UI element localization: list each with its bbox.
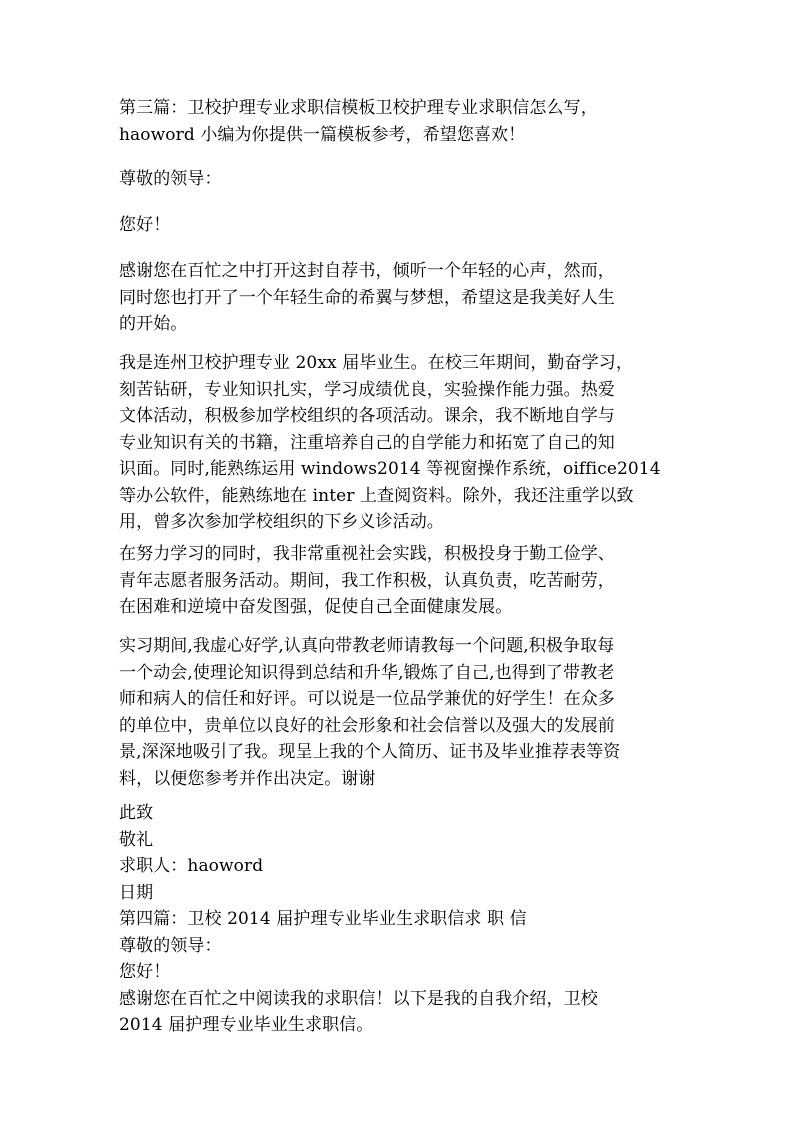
text-line: 在困难和逆境中奋发图强，促使自己全面健康发展。 xyxy=(119,597,513,617)
text-line: haoword 小编为你提供一篇模板参考，希望您喜欢！ xyxy=(119,124,526,145)
text-line: 2014 届护理专业毕业生求职信。 xyxy=(119,1015,374,1035)
text-line: 实习期间,我虚心好学,认真向带教老师请教每一个问题,积极争取每 xyxy=(119,636,615,656)
intro-paragraph xyxy=(119,95,679,148)
text-line: 敬礼 xyxy=(119,829,154,850)
text-line: 感谢您在百忙之中阅读我的求职信！以下是我的自我介绍，卫校 xyxy=(119,988,598,1009)
text-line: 尊敬的领导： xyxy=(119,935,222,956)
text-line: 师和病人的信任和好评。可以说是一位品学兼优的好学生！在众多 xyxy=(119,689,615,709)
text-line: 您好！ xyxy=(119,962,171,982)
text-line: 青年志愿者服务活动。期间，我工作积极，认真负责，吃苦耐劳， xyxy=(119,570,615,591)
text-line: 感谢您在百忙之中打开这封自荐书，倾听一个年轻的心声，然而， xyxy=(119,261,615,281)
text-line: 刻苦钻研，专业知识扎实，学习成绩优良，实验操作能力强。热爱 xyxy=(119,379,615,400)
text-line: 景,深深地吸引了我。现呈上我的个人简历、证书及毕业推荐表等资 xyxy=(119,742,621,762)
text-line: 的开始。 xyxy=(119,314,188,334)
body-paragraph-4 xyxy=(119,633,679,792)
text-line: 专业知识有关的书籍，注重培养自己的自学能力和拓宽了自己的知 xyxy=(119,432,615,453)
text-line: 日期 xyxy=(119,882,154,903)
text-line: 文体活动，积极参加学校组织的各项活动。课余，我不断地自学与 xyxy=(119,406,615,426)
closing-section xyxy=(119,800,679,1039)
text-line: 料，以便您参考并作出决定。谢谢 xyxy=(119,768,376,789)
text-line: 尊敬的领导： xyxy=(119,169,222,189)
text-line: 您好！ xyxy=(119,215,171,235)
text-line: 一个动会,使理论知识得到总结和升华,锻炼了自己,也得到了带教老 xyxy=(119,662,615,683)
body-paragraph-2 xyxy=(119,350,679,536)
body-paragraph-1 xyxy=(119,258,679,338)
salutation xyxy=(119,166,679,193)
text-line: 求职人：haoword xyxy=(119,856,264,876)
greeting xyxy=(119,212,679,239)
text-line: 此致 xyxy=(119,803,154,823)
text-line: 我是连州卫校护理专业 20xx 届毕业生。在校三年期间，勤奋学习， xyxy=(119,353,633,373)
text-line: 用，曾多次参加学校组织的下乡义诊活动。 xyxy=(119,512,444,532)
text-line: 识面。同时,能熟练运用 windows2014 等视窗操作系统，oiffice2014 xyxy=(119,459,661,479)
text-line: 同时您也打开了一个年轻生命的希翼与梦想，希望这是我美好人生 xyxy=(119,287,615,308)
body-paragraph-3 xyxy=(119,541,679,621)
text-line: 第四篇：卫校 2014 届护理专业毕业生求职信求 职 信 xyxy=(119,909,527,929)
text-line: 的单位中，贵单位以良好的社会形象和社会信誉以及强大的发展前 xyxy=(119,715,615,736)
text-line: 在努力学习的同时，我非常重视社会实践，积极投身于勤工俭学、 xyxy=(119,544,615,564)
text-line: 第三篇：卫校护理专业求职信模板卫校护理专业求职信怎么写， xyxy=(119,98,598,118)
text-line: 等办公软件，能熟练地在 inter 上查阅资料。除外，我还注重学以致 xyxy=(119,485,634,506)
